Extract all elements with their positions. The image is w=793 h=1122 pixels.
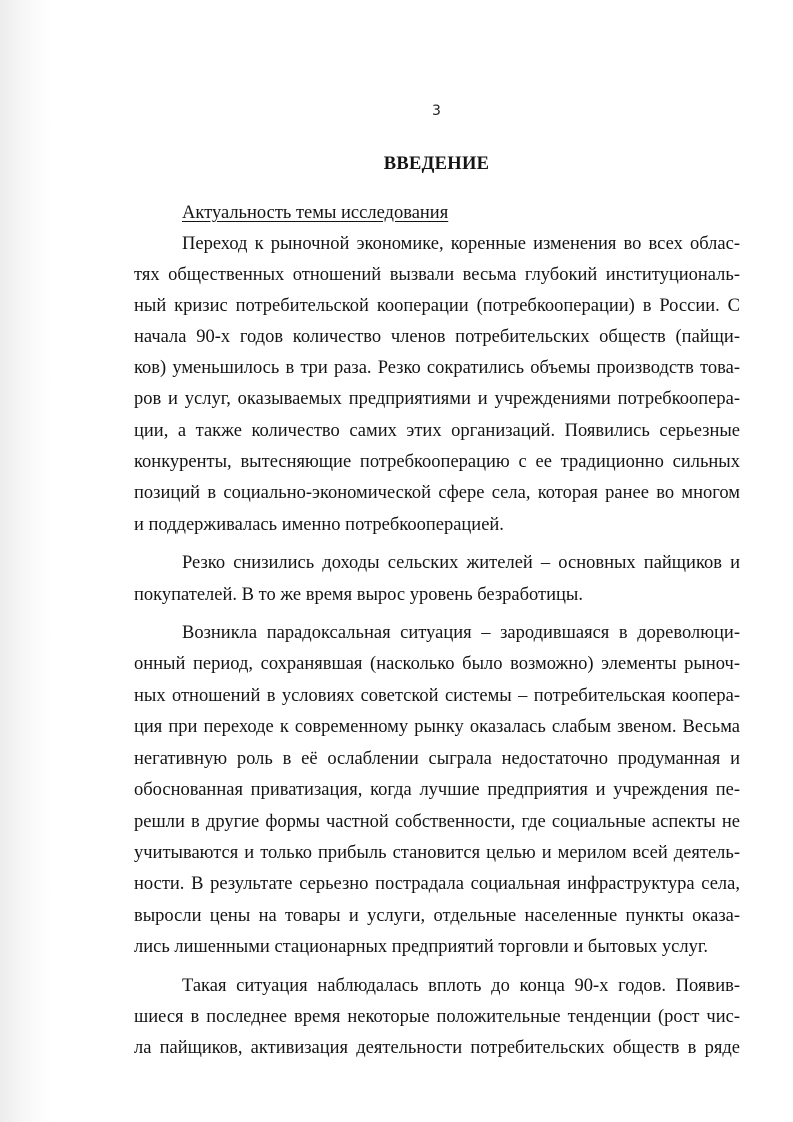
text-line: начала 90-х годов количество членов потребительских обществ (пайщи- xyxy=(134,327,740,347)
text-line: Резко снизились доходы сельских жителей – основных пайщиков и xyxy=(182,553,740,573)
text-line: Такая ситуация наблюдалась вплоть до конца 90-х годов. Появив- xyxy=(182,976,740,996)
text-line: обоснованная приватизация, когда лучшие предприятия и учреждения пе- xyxy=(134,780,740,800)
text-line: Возникла парадоксальная ситуация – зародившаяся в дореволюци- xyxy=(182,623,740,643)
text-line: покупателей. В то же время вырос уровень безработицы. xyxy=(134,585,583,605)
text-line: ков) уменьшилось в три раза. Резко сократились объемы производств това- xyxy=(134,358,740,378)
text-line: позиций в социально-экономической сфере села, которая ранее во многом xyxy=(134,483,740,503)
text-line: ла пайщиков, активизация деятельности потребительских обществ в ряде xyxy=(134,1038,740,1058)
page-number: 3 xyxy=(432,103,441,119)
text-line: ция при переходе к современному рынку оказалась слабым звеном. Весьма xyxy=(134,717,740,737)
text-line: лись лишенными стационарных предприятий торговли и бытовых услуг. xyxy=(134,937,708,957)
text-line: Переход к рыночной экономике, коренные изменения во всех облас- xyxy=(182,234,740,254)
text-line: негативную роль в её ослаблении сыграла недостаточно продуманная и xyxy=(134,749,740,769)
text-line: онный период, сохранявшая (насколько было возможно) элементы рыноч- xyxy=(134,654,740,674)
text-line: тях общественных отношений вызвали весьма глубокий институциональ- xyxy=(134,265,740,285)
text-line: ных отношений в условиях советской системы – потребительская коопера- xyxy=(134,686,740,706)
text-line: и поддерживалась именно потребкооперацией. xyxy=(134,515,504,535)
text-line: учитываются и только прибыль становится целью и мерилом всей деятель- xyxy=(134,843,740,863)
section-heading: ВВЕДЕНИЕ xyxy=(383,154,490,174)
text-line: ный кризис потребительской кооперации (потребкооперации) в России. С xyxy=(134,296,740,316)
text-line: шиеся в последнее время некоторые положительные тенденции (рост чис- xyxy=(134,1007,740,1027)
text-line: ности. В результате серьезно пострадала социальная инфраструктура села, xyxy=(134,874,740,894)
text-line: выросли цены на товары и услуги, отдельные населенные пункты оказа- xyxy=(134,906,740,926)
text-line: ров и услуг, оказываемых предприятиями и учреждениями потребкоопера- xyxy=(134,389,740,409)
subsection-title: Актуальность темы исследования xyxy=(182,203,449,223)
text-line: ции, а также количество самих этих организаций. Появились серьезные xyxy=(134,421,740,441)
text-line: конкуренты, вытесняющие потребкооперацию с ее традиционно сильных xyxy=(134,452,740,472)
text-line: решли в другие формы частной собственности, где социальные аспекты не xyxy=(134,812,740,832)
